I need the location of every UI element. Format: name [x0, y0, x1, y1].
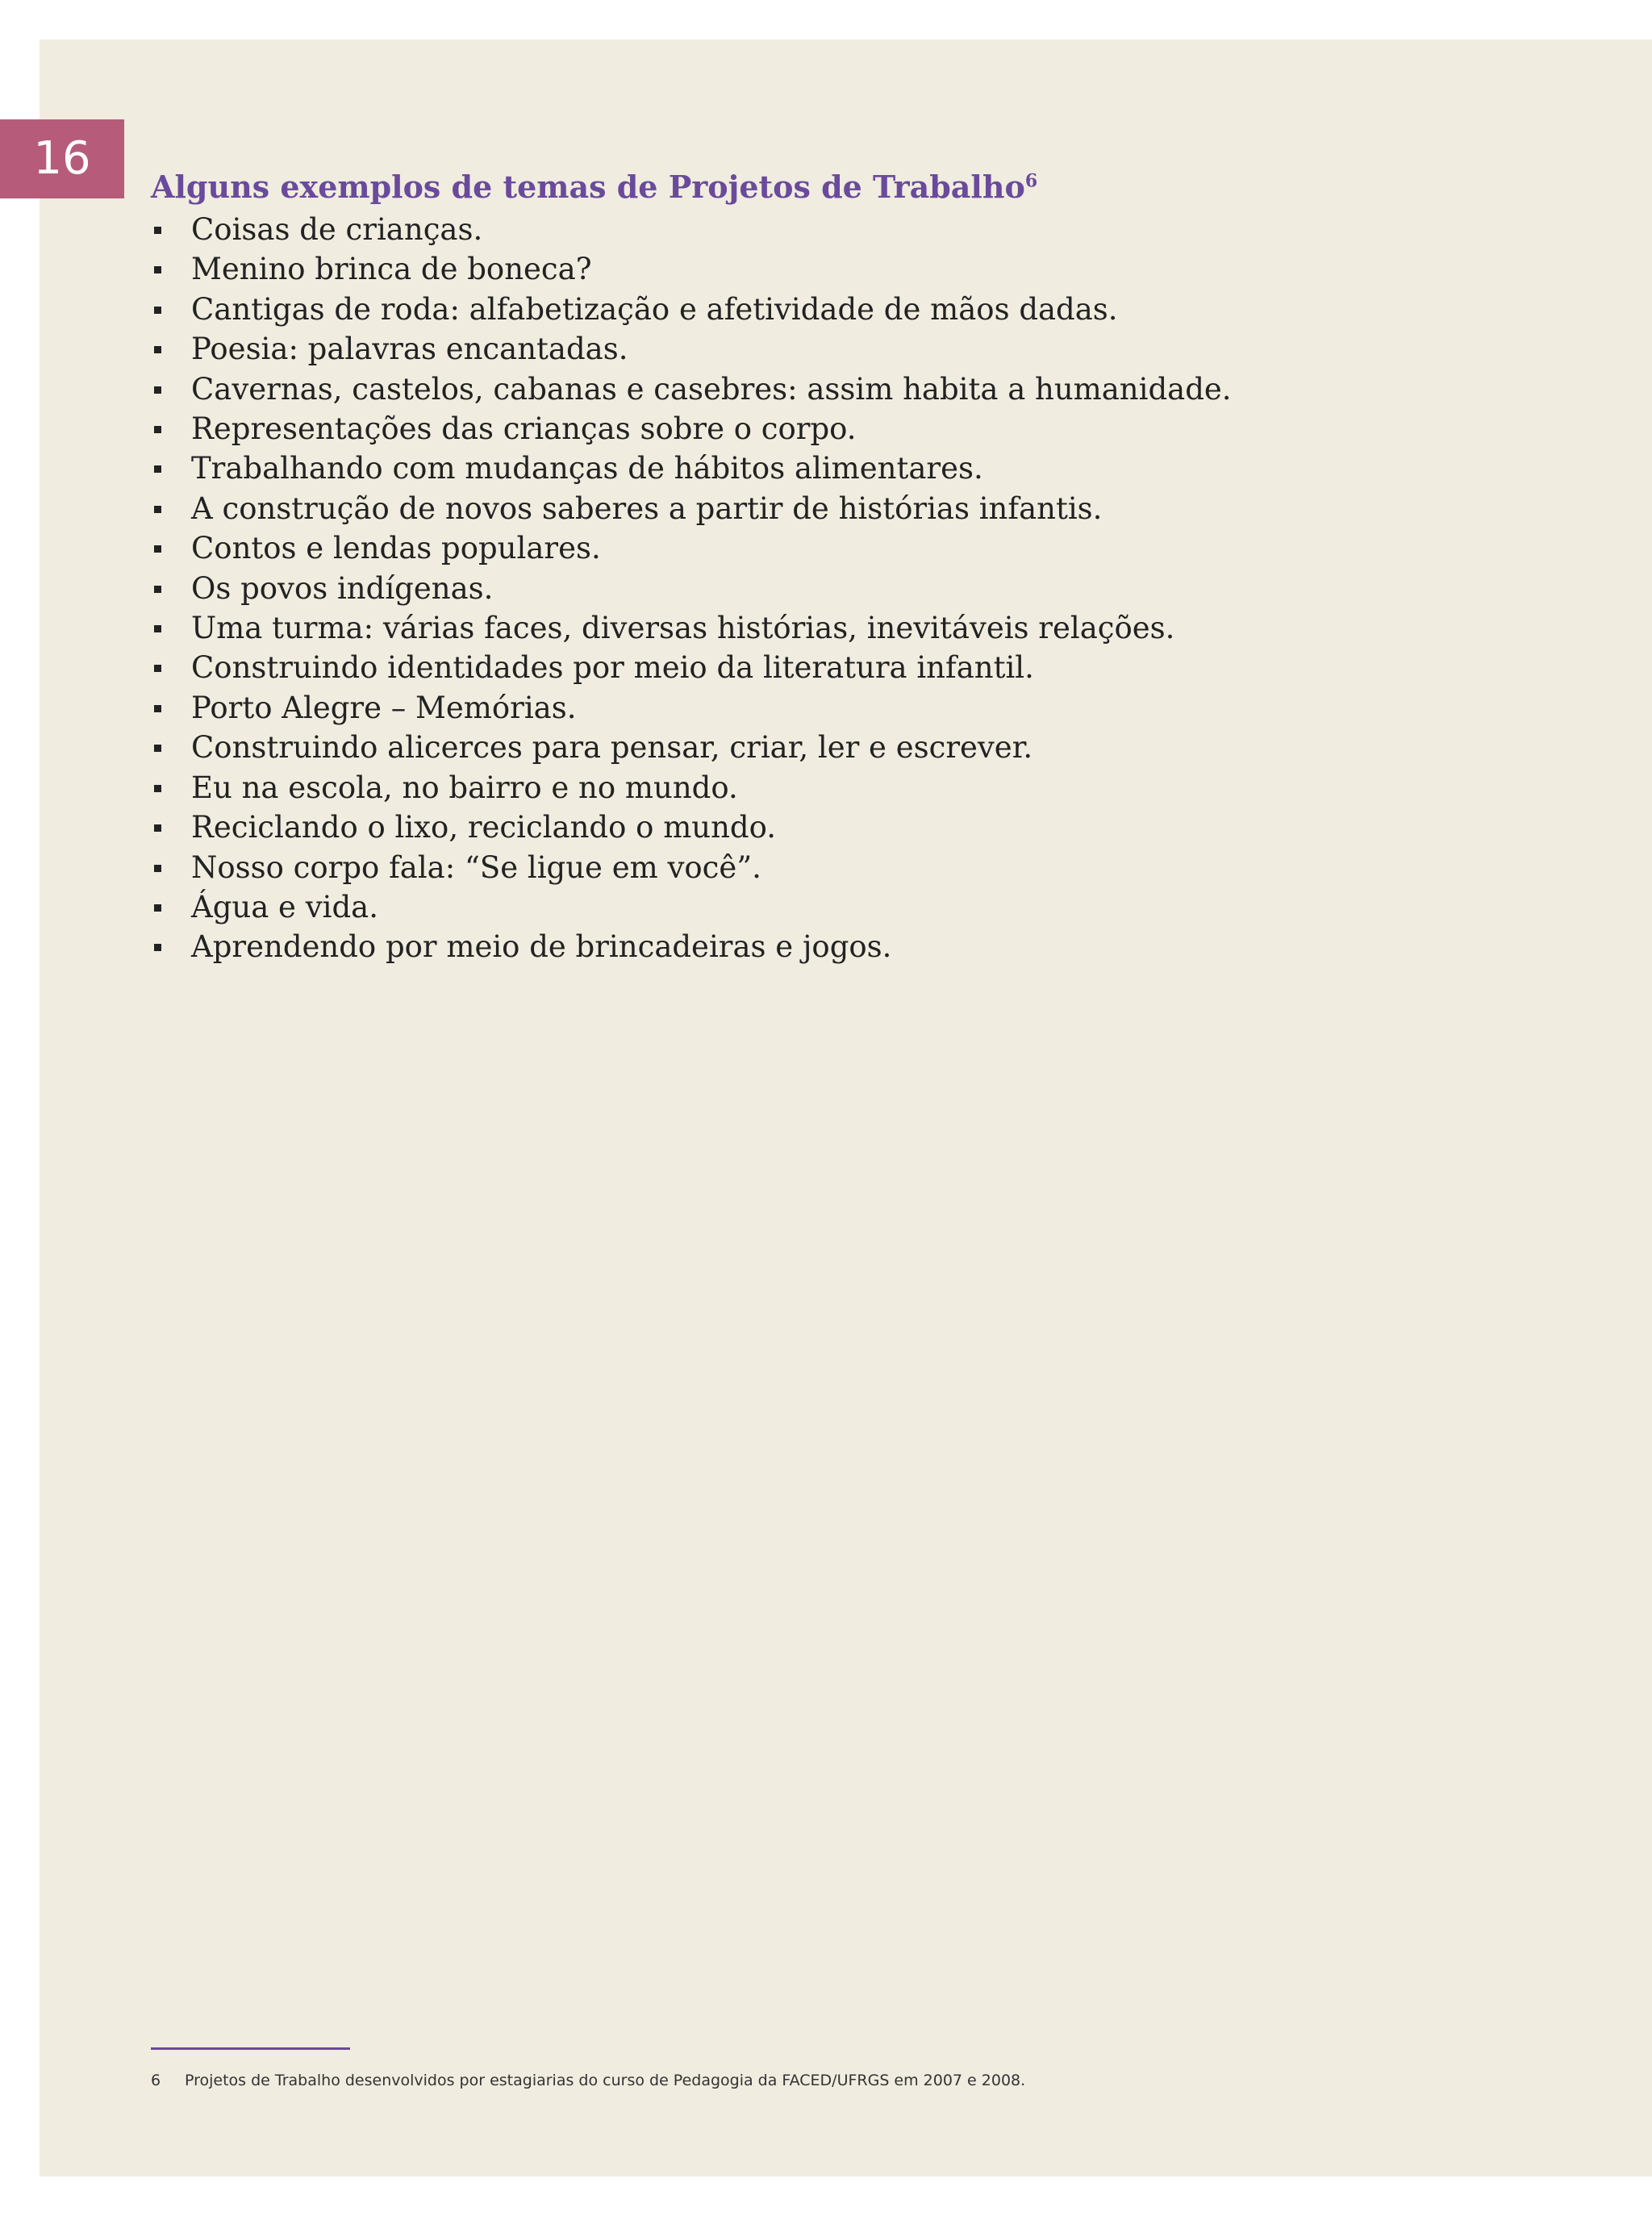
- list-item-text: Porto Alegre – Memórias.: [191, 690, 577, 725]
- main-content: [151, 165, 1522, 967]
- list-item: [151, 290, 1522, 329]
- list-item-text: Os povos indígenas.: [191, 570, 494, 606]
- list-item-text: Eu na escola, no bairro e no mundo.: [191, 770, 738, 805]
- footnote-reference: 6: [1024, 170, 1038, 192]
- list-item-text: Contos e lendas populares.: [191, 531, 601, 566]
- list-item-text: Menino brinca de boneca?: [191, 252, 592, 287]
- list-item: [151, 449, 1522, 488]
- list-item-text: Nosso corpo fala: “Se ligue em você”.: [191, 849, 761, 885]
- square-bullet-icon: [154, 465, 161, 473]
- list-item: [151, 569, 1522, 608]
- list-item: [151, 768, 1522, 808]
- list-item: [151, 648, 1522, 687]
- list-item-text: A construção de novos saberes a partir de histórias infantis.: [191, 490, 1103, 526]
- square-bullet-icon: [154, 586, 161, 593]
- list-item-text: Água e vida.: [191, 889, 378, 924]
- list-item: [151, 728, 1522, 767]
- square-bullet-icon: [154, 625, 161, 632]
- footnote-number: 6: [151, 2072, 161, 2089]
- list-item: [151, 369, 1522, 409]
- list-item: [151, 528, 1522, 568]
- square-bullet-icon: [154, 785, 161, 792]
- footnote-text: Projetos de Trabalho desenvolvidos por estagiarias do curso de Pedagogia da FACED/UFRGS em 2007 e 2008.: [185, 2072, 1026, 2089]
- list-item-text: Poesia: palavras encantadas.: [191, 332, 628, 367]
- square-bullet-icon: [154, 904, 161, 912]
- list-item: [151, 887, 1522, 927]
- list-item-text: Trabalhando com mudanças de hábitos alimentares.: [191, 451, 983, 486]
- topic-list: [151, 210, 1522, 967]
- list-item: [151, 848, 1522, 887]
- list-item-text: Construindo alicerces para pensar, criar, ler e escrever.: [191, 730, 1033, 766]
- square-bullet-icon: [154, 506, 161, 513]
- list-item-text: Representações das crianças sobre o corpo.: [191, 411, 857, 447]
- section-heading: [151, 165, 1522, 210]
- list-item: [151, 210, 1522, 249]
- square-bullet-icon: [154, 346, 161, 353]
- footnote-divider: [151, 2047, 350, 2050]
- list-item: [151, 489, 1522, 528]
- square-bullet-icon: [154, 745, 161, 752]
- list-item-text: Coisas de crianças.: [191, 212, 483, 247]
- square-bullet-icon: [154, 705, 161, 712]
- square-bullet-icon: [154, 824, 161, 832]
- square-bullet-icon: [154, 266, 161, 273]
- list-item: [151, 927, 1522, 966]
- list-item-text: Reciclando o lixo, reciclando o mundo.: [191, 810, 777, 845]
- square-bullet-icon: [154, 545, 161, 553]
- list-item-text: Uma turma: várias faces, diversas histórias, inevitáveis relações.: [191, 611, 1175, 646]
- list-item: [151, 409, 1522, 449]
- list-item-text: Cavernas, castelos, cabanas e casebres: assim habita a humanidade.: [191, 371, 1232, 407]
- list-item-text: Construindo identidades por meio da literatura infantil.: [191, 650, 1034, 686]
- section-heading-text: Alguns exemplos de temas de Projetos de Trabalho: [151, 169, 1025, 205]
- list-item: [151, 608, 1522, 648]
- square-bullet-icon: [154, 426, 161, 433]
- page-number: 16: [0, 119, 124, 198]
- list-item-text: Aprendendo por meio de brincadeiras e jogos.: [191, 929, 892, 965]
- square-bullet-icon: [154, 386, 161, 394]
- list-item: [151, 329, 1522, 369]
- footnote: [151, 2072, 1025, 2089]
- list-item: [151, 688, 1522, 728]
- square-bullet-icon: [154, 307, 161, 314]
- list-item: [151, 808, 1522, 847]
- list-item: [151, 249, 1522, 289]
- square-bullet-icon: [154, 944, 161, 951]
- square-bullet-icon: [154, 865, 161, 872]
- square-bullet-icon: [154, 227, 161, 234]
- square-bullet-icon: [154, 665, 161, 672]
- list-item-text: Cantigas de roda: alfabetização e afetividade de mãos dadas.: [191, 291, 1118, 327]
